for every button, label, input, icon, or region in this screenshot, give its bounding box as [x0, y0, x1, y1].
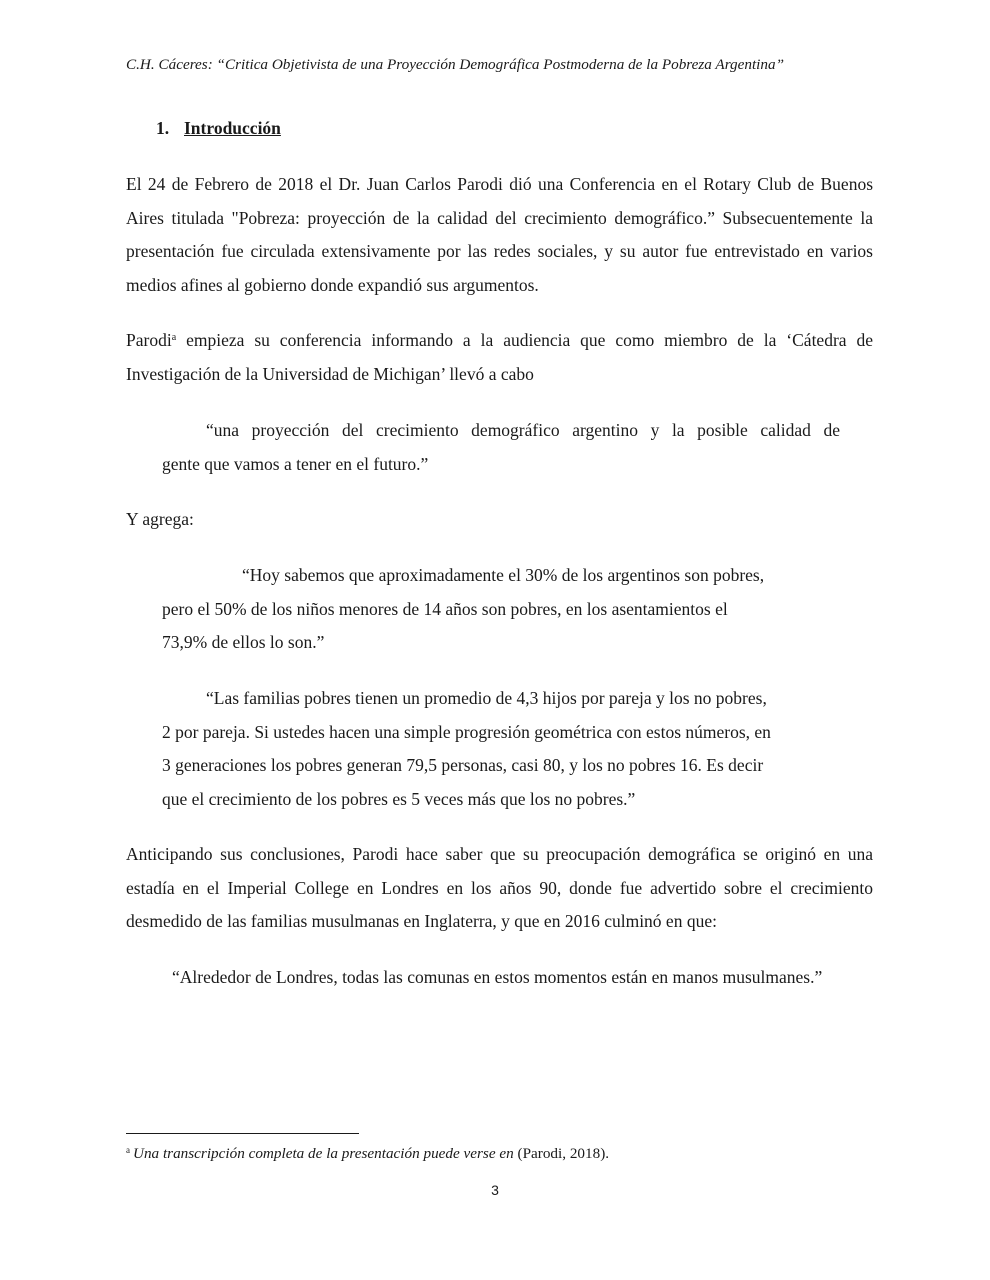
quote-line: 73,9% de ellos lo son.” — [162, 632, 325, 652]
quote-line: pero el 50% de los niños menores de 14 años son pobres, en los asentamientos el — [162, 598, 728, 619]
block-quote-4: “Alrededor de Londres, todas las comunas en estos momentos están en manos musulmanes.” — [172, 967, 823, 987]
paragraph-parodi-start: Parodi — [126, 330, 172, 350]
paragraph-parodi-rest: empieza su conferencia informando a la audiencia que como miembro de la ‘Cátedra de Investigación de la Universidad de Michigan’ llevó a cabo — [126, 330, 873, 384]
running-header-author: C.H. Cáceres: — [126, 56, 217, 73]
running-header-title: “Critica Objetivista de una Proyección Demográfica Postmoderna de la Pobreza Argentina” — [216, 56, 785, 73]
quote-line: que el crecimiento de los pobres es 5 veces más que los no pobres.” — [162, 788, 636, 809]
footnote — [126, 1143, 886, 1165]
block-quote-2 — [162, 559, 842, 660]
footnote-citation[interactable]: (Parodi, 2018). — [513, 1145, 610, 1162]
paragraph-anticipando: Anticipando sus conclusiones, Parodi hace saber que su preocupación demográfica se originó en una estadía en el Imperial College en Londres en los años 90, donde fue advertido sobre el crecimiento desmedido de las familias musulmanas en Inglaterra, y que en 2016 culminó en que: — [126, 844, 873, 931]
quote-line: “una proyección del crecimiento demográfico argentino y la posible calidad de — [206, 420, 840, 440]
footnote-reference[interactable]: a — [171, 332, 177, 343]
section-number: 1. — [156, 118, 170, 138]
footnote-marker: a — [126, 1145, 130, 1155]
page-number: 3 — [491, 1182, 499, 1198]
paragraph-intro: El 24 de Febrero de 2018 el Dr. Juan Carlos Parodi dió una Conferencia en el Rotary Club de Buenos Aires titulada "Pobreza: proyección de la calidad del crecimiento demográfico.” Subsecuentemente la presentación fue circulada extensivamente por las redes sociales, y su autor fue entrevistado en varios medios afines al gobierno donde expandió sus argumentos. — [126, 174, 873, 295]
footnote-text: Una transcripción completa de la presentación puede verse en — [133, 1145, 514, 1162]
quote-line: “Hoy sabemos que aproximadamente el 30% de los argentinos son pobres, — [242, 565, 765, 585]
block-quote-3 — [162, 682, 862, 816]
quote-line: gente que vamos a tener en el futuro.” — [162, 453, 429, 474]
footnote-divider — [126, 1133, 359, 1134]
section-title: Introducción — [184, 118, 281, 138]
block-quote-1 — [162, 414, 840, 481]
section-heading — [156, 116, 281, 140]
quote-line: 2 por pareja. Si ustedes hacen una simple progresión geométrica con estos números, en — [162, 721, 771, 742]
quote-line: 3 generaciones los pobres generan 79,5 personas, casi 80, y los no pobres 16. Es decir — [162, 755, 764, 775]
paragraph-agrega: Y agrega: — [126, 509, 194, 529]
running-header — [126, 55, 886, 75]
quote-line: “Las familias pobres tienen un promedio de 4,3 hijos por pareja y los no pobres, — [206, 688, 767, 708]
paragraph-parodi — [126, 324, 873, 391]
